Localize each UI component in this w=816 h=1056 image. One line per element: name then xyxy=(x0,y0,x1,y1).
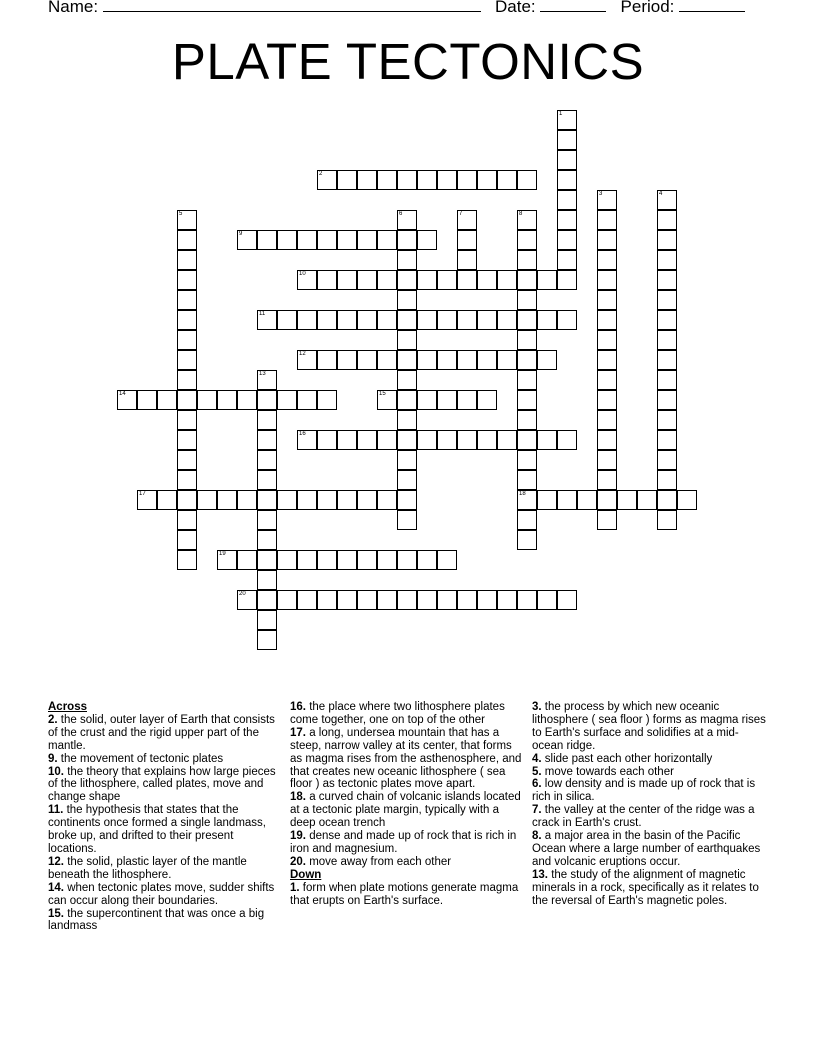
crossword-cell[interactable] xyxy=(177,250,197,270)
date-label: Date: xyxy=(494,0,536,16)
clue-across-19: 19. dense and made up of rock that is rich in iron and magnesium. xyxy=(290,830,517,855)
crossword-cell[interactable] xyxy=(657,330,677,350)
crossword-cell[interactable] xyxy=(177,510,197,530)
crossword-cell[interactable] xyxy=(177,450,197,470)
crossword-cell[interactable] xyxy=(517,450,537,470)
crossword-cell[interactable] xyxy=(337,350,357,370)
crossword-cell[interactable] xyxy=(357,490,377,510)
clue-down-6: 6. low density and is made up of rock that is rich in silica. xyxy=(532,778,756,804)
crossword-cell[interactable] xyxy=(477,590,497,610)
crossword-cell[interactable] xyxy=(597,210,617,230)
clues-column-2 xyxy=(290,701,522,908)
crossword-cell[interactable] xyxy=(597,430,617,450)
crossword-cell[interactable] xyxy=(257,530,277,550)
crossword-cell[interactable] xyxy=(397,550,417,570)
clue-number-3: 3 xyxy=(599,191,603,197)
crossword-cell[interactable] xyxy=(397,410,417,430)
crossword-cell[interactable] xyxy=(157,390,177,410)
crossword-cell[interactable] xyxy=(357,270,377,290)
crossword-cell[interactable] xyxy=(337,270,357,290)
crossword-cell[interactable] xyxy=(557,310,577,330)
crossword-cell[interactable] xyxy=(397,370,417,390)
crossword-cell[interactable] xyxy=(677,490,697,510)
crossword-cell[interactable] xyxy=(337,170,357,190)
crossword-cell[interactable] xyxy=(517,230,537,250)
crossword-cell[interactable] xyxy=(257,230,277,250)
crossword-cell[interactable] xyxy=(517,310,537,330)
crossword-cell[interactable] xyxy=(337,550,357,570)
crossword-cell[interactable] xyxy=(377,430,397,450)
crossword-cell[interactable] xyxy=(297,550,317,570)
crossword-cell[interactable] xyxy=(317,310,337,330)
crossword-cell[interactable] xyxy=(157,490,177,510)
crossword-cell[interactable] xyxy=(657,470,677,490)
crossword-cell[interactable] xyxy=(217,490,237,510)
crossword-cell[interactable] xyxy=(657,290,677,310)
crossword-cell[interactable] xyxy=(257,590,277,610)
crossword-cell[interactable] xyxy=(237,550,257,570)
clue-number-2: 2 xyxy=(319,171,323,177)
crossword-cell[interactable] xyxy=(317,390,337,410)
crossword-cell[interactable] xyxy=(477,390,497,410)
crossword-cell[interactable] xyxy=(357,590,377,610)
crossword-cell[interactable] xyxy=(657,370,677,390)
crossword-cell[interactable] xyxy=(457,390,477,410)
crossword-cell[interactable] xyxy=(657,270,677,290)
crossword-cell[interactable] xyxy=(597,330,617,350)
clue-across-12: 12. the solid, plastic layer of the mantle beneath the lithosphere. xyxy=(48,855,247,881)
crossword-cell[interactable] xyxy=(557,170,577,190)
clue-down-13: 13. the study of the alignment of magnetic minerals in a rock, specifically as it relates to the reversal of Earth's magnetic poles. xyxy=(532,868,759,907)
crossword-cell[interactable] xyxy=(417,390,437,410)
crossword-cell[interactable] xyxy=(437,310,457,330)
crossword-cell[interactable] xyxy=(517,410,537,430)
clue-number-20: 20 xyxy=(239,591,246,597)
crossword-cell[interactable] xyxy=(377,350,397,370)
crossword-cell[interactable] xyxy=(477,350,497,370)
crossword-cell[interactable] xyxy=(177,550,197,570)
clue-across-10: 10. the theory that explains how large pieces of the lithosphere, called plates, move and change shape xyxy=(48,765,276,804)
crossword-cell[interactable] xyxy=(297,390,317,410)
crossword-cell[interactable] xyxy=(257,610,277,630)
clue-down-8: 8. a major area in the basin of the Pacific Ocean where a large number of earthquakes and volcanic eruptions occur. xyxy=(532,830,761,868)
crossword-cell[interactable] xyxy=(357,170,377,190)
crossword-cell[interactable] xyxy=(377,590,397,610)
crossword-cell[interactable] xyxy=(417,230,437,250)
clue-down-7: 7. the valley at the center of the ridge was a crack in Earth's crust. xyxy=(532,804,755,830)
crossword-cell[interactable] xyxy=(597,230,617,250)
crossword-cell[interactable] xyxy=(417,430,437,450)
crossword-cell[interactable] xyxy=(517,390,537,410)
crossword-cell[interactable] xyxy=(597,310,617,330)
clue-across-9: 9. the movement of tectonic plates xyxy=(48,752,224,765)
crossword-cell[interactable] xyxy=(557,190,577,210)
clue-across-2: 2. the solid, outer layer of Earth that consists of the crust and the rigid upper part of the mantle. xyxy=(48,713,275,752)
crossword-cell[interactable] xyxy=(377,490,397,510)
crossword-cell[interactable] xyxy=(537,350,557,370)
crossword-cell[interactable] xyxy=(397,170,417,190)
crossword-cell[interactable] xyxy=(457,230,477,250)
crossword-cell[interactable] xyxy=(517,170,537,190)
crossword-cell[interactable] xyxy=(397,290,417,310)
clue-across-16: 16. the place where two lithosphere plates come together, one on top of the other xyxy=(290,701,505,726)
crossword-cell[interactable] xyxy=(457,430,477,450)
crossword-cell[interactable] xyxy=(257,430,277,450)
crossword-cell[interactable] xyxy=(497,350,517,370)
clue-across-15: 15. the supercontinent that was once a big landmass xyxy=(48,907,265,933)
crossword-cell[interactable] xyxy=(337,430,357,450)
crossword-cell[interactable] xyxy=(597,350,617,370)
crossword-cell[interactable] xyxy=(557,230,577,250)
clues-column-3 xyxy=(532,701,768,908)
clue-down-1: 1. form when plate motions generate magma that erupts on Earth's surface. xyxy=(290,881,519,907)
crossword-cell[interactable] xyxy=(297,590,317,610)
crossword-cell[interactable] xyxy=(397,350,417,370)
crossword-cell[interactable] xyxy=(657,390,677,410)
clue-number-1: 1 xyxy=(559,111,563,117)
crossword-cell[interactable] xyxy=(177,410,197,430)
crossword-cell[interactable] xyxy=(417,550,437,570)
crossword-cell[interactable] xyxy=(457,250,477,270)
crossword-cell[interactable] xyxy=(177,310,197,330)
crossword-cell[interactable] xyxy=(397,230,417,250)
crossword-cell[interactable] xyxy=(477,430,497,450)
clue-number-7: 7 xyxy=(459,211,463,217)
clue-number-18: 18 xyxy=(519,491,526,497)
crossword-cell[interactable] xyxy=(557,130,577,150)
crossword-cell[interactable] xyxy=(197,490,217,510)
crossword-cell[interactable] xyxy=(517,430,537,450)
crossword-cell[interactable] xyxy=(377,230,397,250)
crossword-cell[interactable] xyxy=(237,390,257,410)
crossword-cell[interactable] xyxy=(557,430,577,450)
crossword-cell[interactable] xyxy=(557,210,577,230)
crossword-cell[interactable] xyxy=(437,170,457,190)
crossword-cell[interactable] xyxy=(617,490,637,510)
clue-number-6: 6 xyxy=(399,211,403,217)
crossword-cell[interactable] xyxy=(277,490,297,510)
crossword-cell[interactable] xyxy=(397,430,417,450)
clue-down-5: 5. move towards each other xyxy=(532,765,674,778)
crossword-cell[interactable] xyxy=(277,590,297,610)
crossword-cell[interactable] xyxy=(557,590,577,610)
crossword-cell[interactable] xyxy=(257,550,277,570)
crossword-cell[interactable] xyxy=(657,350,677,370)
crossword-cell[interactable] xyxy=(437,430,457,450)
crossword-cell[interactable] xyxy=(557,150,577,170)
crossword-cell[interactable] xyxy=(297,310,317,330)
clue-number-12: 12 xyxy=(299,351,306,357)
crossword-cell[interactable] xyxy=(377,170,397,190)
crossword-cell[interactable] xyxy=(497,590,517,610)
crossword-cell[interactable] xyxy=(277,230,297,250)
crossword-cell[interactable] xyxy=(537,310,557,330)
crossword-cell[interactable] xyxy=(317,490,337,510)
crossword-cell[interactable] xyxy=(177,530,197,550)
clue-number-8: 8 xyxy=(519,211,523,217)
crossword-cell[interactable] xyxy=(657,230,677,250)
clue-number-17: 17 xyxy=(139,491,146,497)
clue-across-20: 20. move away from each other xyxy=(290,855,452,868)
clue-across-18: 18. a curved chain of volcanic islands located at a tectonic plate margin, typically with a deep ocean trench xyxy=(290,791,521,830)
crossword-cell[interactable] xyxy=(657,510,677,530)
crossword-cell[interactable] xyxy=(177,370,197,390)
crossword-cell[interactable] xyxy=(317,270,337,290)
crossword-cell[interactable] xyxy=(477,270,497,290)
crossword-cell[interactable] xyxy=(417,310,437,330)
crossword-cell[interactable] xyxy=(637,490,657,510)
crossword-cell[interactable] xyxy=(337,230,357,250)
crossword-cell[interactable] xyxy=(577,490,597,510)
crossword-cell[interactable] xyxy=(457,270,477,290)
crossword-cell[interactable] xyxy=(597,510,617,530)
crossword-cell[interactable] xyxy=(397,470,417,490)
crossword-cell[interactable] xyxy=(137,390,157,410)
crossword-cell[interactable] xyxy=(417,350,437,370)
crossword-cell[interactable] xyxy=(397,450,417,470)
crossword-cell[interactable] xyxy=(357,350,377,370)
crossword-cell[interactable] xyxy=(657,410,677,430)
crossword-cell[interactable] xyxy=(317,430,337,450)
crossword-cell[interactable] xyxy=(257,390,277,410)
crossword-cell[interactable] xyxy=(457,590,477,610)
crossword-cell[interactable] xyxy=(457,350,477,370)
crossword-cell[interactable] xyxy=(377,270,397,290)
clue-number-13: 13 xyxy=(259,371,266,377)
crossword-cell[interactable] xyxy=(477,310,497,330)
crossword-cell[interactable] xyxy=(397,330,417,350)
crossword-cell[interactable] xyxy=(417,270,437,290)
crossword-cell[interactable] xyxy=(317,590,337,610)
clues-column-1 xyxy=(48,701,280,933)
crossword-cell[interactable] xyxy=(497,430,517,450)
crossword-cell[interactable] xyxy=(657,430,677,450)
crossword-cell[interactable] xyxy=(317,230,337,250)
page-title: PLATE TECTONICS xyxy=(171,33,645,90)
crossword-cell[interactable] xyxy=(177,270,197,290)
crossword-cell[interactable] xyxy=(437,390,457,410)
crossword-cell[interactable] xyxy=(597,410,617,430)
crossword-cell[interactable] xyxy=(337,590,357,610)
crossword-cell[interactable] xyxy=(517,330,537,350)
crossword-cell[interactable] xyxy=(417,170,437,190)
clue-number-10: 10 xyxy=(299,271,306,277)
crossword-cell[interactable] xyxy=(357,430,377,450)
crossword-cell[interactable] xyxy=(437,270,457,290)
crossword-cell[interactable] xyxy=(277,310,297,330)
crossword-cell[interactable] xyxy=(257,510,277,530)
crossword-cell[interactable] xyxy=(397,250,417,270)
crossword-cell[interactable] xyxy=(377,310,397,330)
crossword-cell[interactable] xyxy=(257,570,277,590)
crossword-cell[interactable] xyxy=(377,550,397,570)
crossword-cell[interactable] xyxy=(177,470,197,490)
crossword-cell[interactable] xyxy=(397,590,417,610)
crossword-cell[interactable] xyxy=(257,450,277,470)
crossword-cell[interactable] xyxy=(517,290,537,310)
crossword-cell[interactable] xyxy=(537,590,557,610)
clue-down-3: 3. the process by which new oceanic lithosphere ( sea floor ) forms as magma rises to Earth's surface and solidifies at a mid-ocean ridge. xyxy=(532,701,766,752)
crossword-cell[interactable] xyxy=(437,350,457,370)
crossword-cell[interactable] xyxy=(317,550,337,570)
crossword-cell[interactable] xyxy=(557,490,577,510)
crossword-cell[interactable] xyxy=(257,630,277,650)
crossword-cell[interactable] xyxy=(357,550,377,570)
crossword-cell[interactable] xyxy=(597,450,617,470)
crossword-cell[interactable] xyxy=(197,390,217,410)
crossword-cell[interactable] xyxy=(597,250,617,270)
crossword-cell[interactable] xyxy=(277,390,297,410)
clue-number-19: 19 xyxy=(219,551,226,557)
crossword-cell[interactable] xyxy=(657,310,677,330)
crossword-cell[interactable] xyxy=(657,210,677,230)
crossword-cell[interactable] xyxy=(237,490,257,510)
crossword-cell[interactable] xyxy=(597,490,617,510)
crossword-cell[interactable] xyxy=(537,430,557,450)
clue-down-4: 4. slide past each other horizontally xyxy=(532,752,713,765)
crossword-cell[interactable] xyxy=(277,550,297,570)
crossword-cell[interactable] xyxy=(177,230,197,250)
clue-number-11: 11 xyxy=(259,311,266,317)
crossword-cell[interactable] xyxy=(177,350,197,370)
crossword-cell[interactable] xyxy=(477,170,497,190)
crossword-cell[interactable] xyxy=(457,310,477,330)
crossword-cell[interactable] xyxy=(257,490,277,510)
crossword-cell[interactable] xyxy=(597,370,617,390)
crossword-cell[interactable] xyxy=(417,590,437,610)
crossword-cell[interactable] xyxy=(397,490,417,510)
crossword-cell[interactable] xyxy=(397,510,417,530)
crossword-cell[interactable] xyxy=(297,490,317,510)
clue-across-14: 14. when tectonic plates move, sudder shifts can occur along their boundaries. xyxy=(48,881,275,907)
clue-number-5: 5 xyxy=(179,211,183,217)
clue-number-9: 9 xyxy=(239,231,243,237)
crossword-cell[interactable] xyxy=(597,470,617,490)
crossword-cell[interactable] xyxy=(657,250,677,270)
crossword-cell[interactable] xyxy=(597,390,617,410)
name-label: Name: xyxy=(48,0,99,16)
crossword-cell[interactable] xyxy=(177,490,197,510)
crossword-cell[interactable] xyxy=(257,410,277,430)
crossword-cell[interactable] xyxy=(397,270,417,290)
clue-across-17: 17. a long, undersea mountain that has a steep, narrow valley at its center, that forms as magma rises from the asthenosphere, and that creates new oceanic lithosphere ( sea floor ) as tectonic plates move apart. xyxy=(290,726,522,791)
crossword-cell[interactable] xyxy=(657,450,677,470)
clue-number-4: 4 xyxy=(659,191,663,197)
crossword-cell[interactable] xyxy=(517,370,537,390)
crossword-cell[interactable] xyxy=(437,590,457,610)
crossword-cell[interactable] xyxy=(397,310,417,330)
clue-number-16: 16 xyxy=(299,431,306,437)
crossword-cell[interactable] xyxy=(657,490,677,510)
crossword-cell[interactable] xyxy=(497,170,517,190)
crossword-cell[interactable] xyxy=(517,350,537,370)
crossword-cell[interactable] xyxy=(537,270,557,290)
crossword-cell[interactable] xyxy=(517,250,537,270)
crossword-cell[interactable] xyxy=(497,310,517,330)
crossword-cell[interactable] xyxy=(357,310,377,330)
crossword-cell[interactable] xyxy=(517,510,537,530)
crossword-cell[interactable] xyxy=(337,490,357,510)
crossword-cell[interactable] xyxy=(517,270,537,290)
crossword-cell[interactable] xyxy=(317,350,337,370)
crossword-cell[interactable] xyxy=(557,270,577,290)
crossword-cell[interactable] xyxy=(337,310,357,330)
clue-across-11: 11. the hypothesis that states that the continents once formed a single landmass, broke up, and drifted to their present locations. xyxy=(48,804,266,855)
across-heading: Across xyxy=(48,701,87,713)
clue-number-14: 14 xyxy=(119,391,126,397)
crossword-cell[interactable] xyxy=(357,230,377,250)
period-label: Period: xyxy=(620,0,675,16)
crossword-cell[interactable] xyxy=(517,590,537,610)
crossword-cell[interactable] xyxy=(177,430,197,450)
down-heading: Down xyxy=(290,868,322,881)
crossword-cell[interactable] xyxy=(437,550,457,570)
crossword-cell[interactable] xyxy=(517,530,537,550)
crossword-cell[interactable] xyxy=(537,490,557,510)
crossword-cell[interactable] xyxy=(257,470,277,490)
crossword-cell[interactable] xyxy=(177,390,197,410)
clue-number-15: 15 xyxy=(379,391,386,397)
crossword-cell[interactable] xyxy=(597,270,617,290)
crossword-cell[interactable] xyxy=(557,250,577,270)
crossword-cell[interactable] xyxy=(397,390,417,410)
crossword-cell[interactable] xyxy=(497,270,517,290)
crossword-cell[interactable] xyxy=(217,390,237,410)
crossword-cell[interactable] xyxy=(457,170,477,190)
crossword-cell[interactable] xyxy=(597,290,617,310)
crossword-cell[interactable] xyxy=(177,330,197,350)
crossword-cell[interactable] xyxy=(297,230,317,250)
crossword-cell[interactable] xyxy=(177,290,197,310)
crossword-cell[interactable] xyxy=(517,470,537,490)
